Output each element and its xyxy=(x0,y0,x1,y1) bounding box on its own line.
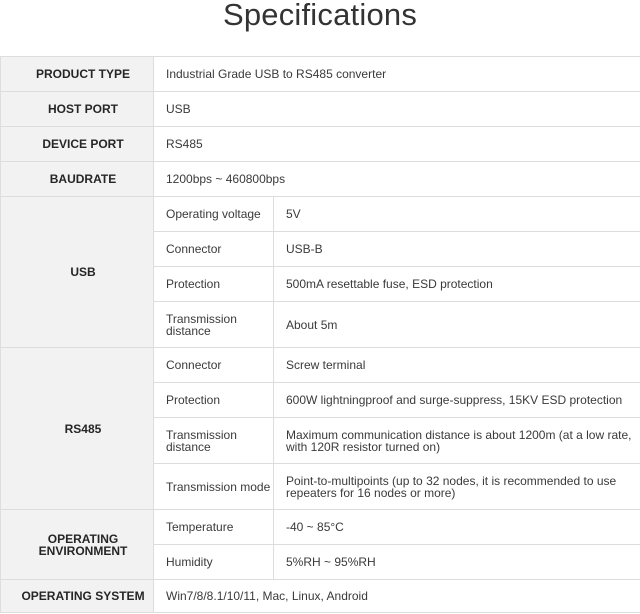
usb-item-name: Operating voltage xyxy=(154,197,274,232)
usb-item-value: USB-B xyxy=(274,232,640,267)
environment-item-value: -40 ~ 85°C xyxy=(274,510,640,545)
table-row xyxy=(1,348,640,383)
table-row xyxy=(1,197,640,232)
table-row xyxy=(1,510,640,545)
rs485-item-name: Connector xyxy=(154,348,274,383)
table-row xyxy=(1,162,640,197)
row-value-device-port: RS485 xyxy=(154,127,640,162)
page-title: Specifications xyxy=(222,0,418,32)
rs485-item-value: Maximum communication distance is about 1200m (at a low rate, with 120R resistor turned on) xyxy=(274,418,640,464)
group-label-usb: USB xyxy=(1,197,154,348)
group-label-rs485: RS485 xyxy=(1,348,154,510)
rs485-item-name: Protection xyxy=(154,383,274,418)
rs485-item-value: Screw terminal xyxy=(274,348,640,383)
spec-table xyxy=(0,56,640,613)
row-label-operating-system: OPERATING SYSTEM xyxy=(1,580,154,613)
environment-item-value: 5%RH ~ 95%RH xyxy=(274,545,640,580)
rs485-item-value: 600W lightningproof and surge-suppress, 15KV ESD protection xyxy=(274,383,640,418)
row-label-device-port: DEVICE PORT xyxy=(1,127,154,162)
usb-item-name: Connector xyxy=(154,232,274,267)
row-value-product-type: Industrial Grade USB to RS485 converter xyxy=(154,57,640,92)
row-label-baudrate: BAUDRATE xyxy=(1,162,154,197)
table-row xyxy=(1,580,640,613)
usb-item-name: Transmission distance xyxy=(154,302,274,348)
row-value-host-port: USB xyxy=(154,92,640,127)
group-label-operating-environment: OPERATING ENVIRONMENT xyxy=(1,510,154,580)
table-row xyxy=(1,127,640,162)
usb-item-value: 500mA resettable fuse, ESD protection xyxy=(274,267,640,302)
row-label-product-type: PRODUCT TYPE xyxy=(1,57,154,92)
table-row xyxy=(1,92,640,127)
row-value-operating-system: Win7/8/8.1/10/11, Mac, Linux, Android xyxy=(154,580,640,613)
table-row xyxy=(1,57,640,92)
rs485-item-name: Transmission distance xyxy=(154,418,274,464)
rs485-item-value: Point-to-multipoints (up to 32 nodes, it is recommended to use repeaters for 16 nodes or more) xyxy=(274,464,640,510)
rs485-item-name: Transmission mode xyxy=(154,464,274,510)
environment-item-name: Temperature xyxy=(154,510,274,545)
usb-item-value: 5V xyxy=(274,197,640,232)
usb-item-name: Protection xyxy=(154,267,274,302)
environment-item-name: Humidity xyxy=(154,545,274,580)
row-value-baudrate: 1200bps ~ 460800bps xyxy=(154,162,640,197)
usb-item-value: About 5m xyxy=(274,302,640,348)
row-label-host-port: HOST PORT xyxy=(1,92,154,127)
